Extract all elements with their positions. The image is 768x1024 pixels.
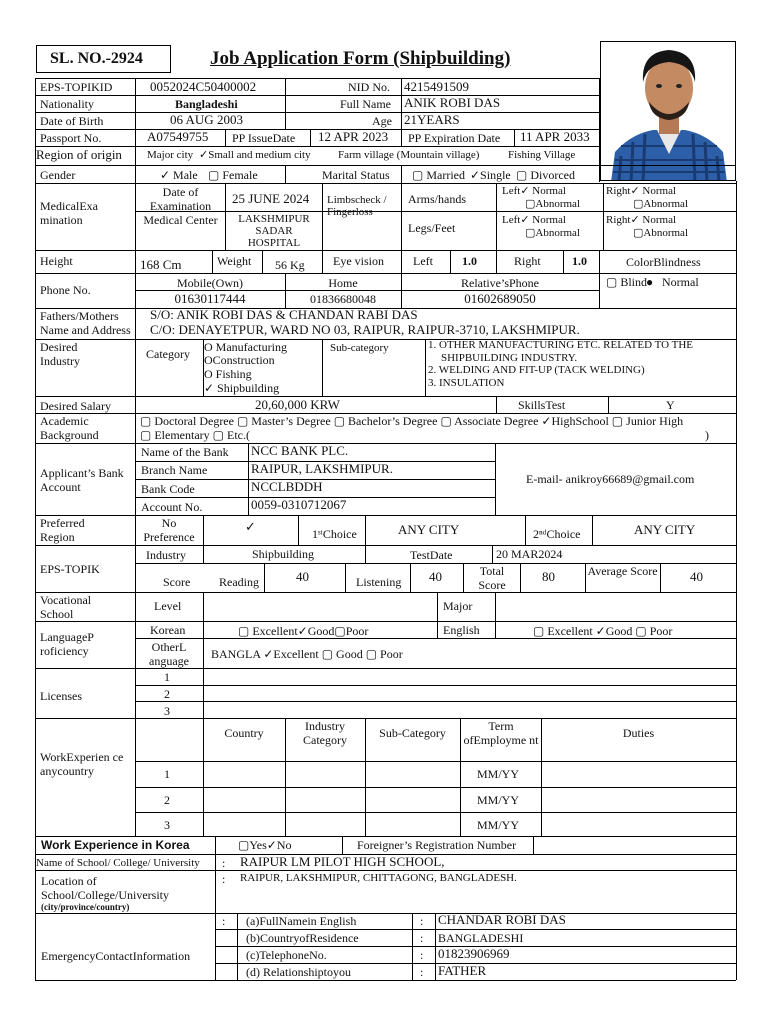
emergency-colon-2: : (420, 914, 424, 928)
academic-line-1[interactable]: ▢ Doctoral Degree ▢ Master’s Degree ▢ Bachelor’s Degree ▢ Associate Degree ✓HighSchool ▢ Junior High (140, 414, 684, 428)
arms-right-normal[interactable]: Right✓ Normal (606, 185, 677, 197)
phone-label: Phone No. (40, 283, 91, 297)
marital-single[interactable]: ✓Single (470, 168, 511, 182)
vocational-level-label: Level (154, 599, 182, 613)
relative-phone-value: 01602689050 (464, 291, 536, 306)
vocational-label: Vocational School (40, 593, 92, 621)
korea-experience-label: Work Experience in Korea (41, 838, 190, 852)
applicant-photo-image (601, 42, 736, 181)
color-normal-option[interactable]: Normal (662, 275, 699, 289)
legs-right-abnormal[interactable]: ▢Abnormal (633, 227, 688, 239)
license-row-3: 3 (164, 704, 170, 718)
marital-label: Marital Status (322, 168, 390, 182)
account-label: Account No. (141, 500, 203, 514)
average-score-value: 40 (690, 569, 703, 584)
marital-married[interactable]: ▢ Married (412, 168, 465, 182)
subcategory-item-2: 2. WELDING AND FIT-UP (TACK WELDING) (428, 364, 645, 376)
listening-label: Listening (356, 575, 402, 589)
skills-test-label: SkillsTest (518, 398, 566, 412)
work-experience-label: WorkExperien ce anycountry (40, 750, 124, 778)
emergency-colon-1: : (222, 914, 226, 928)
arms-label: Arms/hands (408, 192, 466, 206)
emergency-colon-4: : (420, 948, 424, 962)
pp-exp-value: 11 APR 2033 (520, 129, 590, 144)
gender-female[interactable]: ▢ Female (208, 168, 258, 182)
height-label: Height (40, 254, 73, 268)
color-blindness-label: ColorBlindness (626, 255, 701, 269)
eye-right-label: Right (514, 254, 541, 268)
nid-value: 4215491509 (404, 79, 469, 94)
academic-line-2-end: ) (705, 428, 709, 442)
form-title: Job Application Form (Shipbuilding) (210, 48, 511, 69)
passport-value: A07549755 (147, 129, 209, 144)
english-level[interactable]: ▢ Excellent ✓Good ▢ Poor (533, 624, 673, 638)
nationality-value: Bangladeshi (175, 97, 238, 111)
category-option-construction[interactable]: OConstruction (204, 353, 275, 367)
category-option-shipbuilding[interactable]: ✓ Shipbuilding (204, 381, 280, 395)
no-preference-check[interactable]: ✓ (245, 519, 256, 534)
academic-line-2[interactable]: ▢ Elementary ▢ Etc.( (140, 428, 250, 442)
arms-left-abnormal[interactable]: ▢Abnormal (525, 198, 580, 210)
emergency-label: EmergencyContactInformation (41, 949, 191, 963)
medical-date-label: Date of Examination (149, 185, 212, 213)
gender-label: Gender (40, 168, 76, 182)
pp-issue-label: PP IssueDate (232, 131, 296, 145)
average-score-label: Average Score (587, 564, 658, 578)
eps-topik-id-label: EPS-TOPIKID (40, 80, 113, 94)
school-location-label: Location of School/College/University (41, 874, 169, 902)
test-date-value: 20 MAR2024 (496, 547, 563, 561)
dob-value: 06 AUG 2003 (170, 112, 243, 127)
legs-left-abnormal[interactable]: ▢Abnormal (525, 227, 580, 239)
home-phone-label: Home (328, 276, 358, 290)
eps-industry-label: Industry (146, 548, 186, 562)
emergency-colon-5: : (420, 965, 424, 979)
subcategory-item-3: 3. INSULATION (428, 377, 505, 389)
age-value: 21YEARS (404, 112, 460, 127)
industry-label: Desired Industry (40, 340, 80, 368)
bank-name-value: NCC BANK PLC. (251, 443, 349, 458)
work-row-1: 1 (164, 767, 170, 781)
applicant-photo (600, 41, 736, 181)
subcategory-item-1: 1. OTHER MANUFACTURING ETC. RELATED TO THE (428, 339, 694, 351)
vocational-major-label: Major (443, 599, 473, 613)
account-value: 0059-0310712067 (251, 497, 347, 512)
english-label: English (443, 623, 480, 637)
test-date-label: TestDate (410, 548, 453, 562)
korean-level[interactable]: ▢ Excellent✓Good▢Poor (238, 624, 369, 638)
emergency-phone-label: (c)TelephoneNo. (246, 948, 327, 962)
emergency-relation-label: (d) Relationshiptoyou (246, 965, 351, 979)
bank-label: Applicant’s Bank Account (40, 466, 124, 494)
work-duties-header: Duties (622, 726, 655, 740)
pp-exp-label: PP Expiration Date (408, 131, 501, 145)
pp-issue-value: 12 APR 2023 (318, 129, 389, 144)
academic-label: Academic Background (40, 414, 99, 442)
bank-name-label: Name of the Bank (141, 445, 229, 459)
legs-right-normal[interactable]: Right✓ Normal (606, 214, 677, 226)
school-name-value: RAIPUR LM PILOT HIGH SCHOOL, (240, 854, 445, 869)
licenses-label: Licenses (40, 689, 82, 703)
medical-center: LAKSHMIPUR SADAR HOSPITAL (238, 213, 310, 249)
passport-label: Passport No. (40, 131, 102, 145)
work-term-3: MM/YY (477, 818, 520, 832)
other-language-level[interactable]: BANGLA ✓Excellent ▢ Good ▢ Poor (211, 647, 403, 661)
branch-label: Branch Name (141, 463, 208, 477)
salary-label: Desired Salary (40, 399, 111, 413)
listening-value: 40 (429, 569, 442, 584)
weight-value: 56 Kg (275, 258, 305, 272)
work-row-3: 3 (164, 818, 170, 832)
email-value: E-mail- anikroy66689@gmail.com (526, 472, 695, 486)
other-language-label: OtherL anguage (149, 640, 189, 668)
eye-left-value: 1.0 (462, 254, 477, 268)
work-country-header: Country (224, 726, 264, 740)
korean-label: Korean (150, 623, 186, 637)
registration-number-label: Foreigner’s Registration Number (357, 838, 517, 852)
emergency-name-value: CHANDAR ROBI DAS (438, 912, 566, 927)
license-row-2: 2 (164, 687, 170, 701)
eps-industry-value: Shipbuilding (252, 547, 315, 561)
emergency-country-label: (b)CountryofResidence (246, 931, 359, 945)
emergency-relation-value: FATHER (438, 963, 487, 978)
school-location-sublabel: (city/province/country) (41, 902, 130, 912)
legs-label: Legs/Feet (408, 221, 456, 235)
emergency-country-value: BANGLADESHI (438, 931, 524, 945)
nid-label: NID No. (348, 80, 390, 94)
emergency-name-label: (a)FullNamein English (246, 914, 357, 928)
category-option-manufacturing[interactable]: O Manufacturing (204, 340, 287, 354)
color-blind-option[interactable]: ▢ Blind (606, 275, 648, 289)
bank-code-label: Bank Code (141, 482, 195, 496)
full-name-label: Full Name (340, 97, 391, 111)
license-row-1: 1 (164, 670, 170, 684)
medical-date: 25 JUNE 2024 (232, 191, 310, 206)
work-term-header: Term ofEmployme nt (463, 719, 539, 747)
emergency-phone-value: 01823906969 (438, 946, 510, 961)
legs-left-normal[interactable]: Left✓ Normal (502, 214, 566, 226)
region-option-fishing[interactable]: Fishing Village (508, 149, 576, 161)
serial-number: SL. NO.-2924 (50, 50, 143, 67)
reading-label: Reading (219, 575, 259, 589)
filled-bullet-icon: ● (646, 275, 654, 289)
skills-test-value: Y (666, 398, 675, 412)
relative-phone-label: Relative’sPhone (461, 276, 539, 290)
gender-male[interactable]: ✓ Male (160, 168, 198, 182)
school-name-colon: : (222, 856, 226, 870)
category-label: Category (146, 347, 190, 361)
arms-left-normal[interactable]: Left✓ Normal (502, 185, 566, 197)
school-location-value: RAIPUR, LAKSHMIPUR, CHITTAGONG, BANGLADESH. (240, 872, 517, 884)
mobile-label: Mobile(Own) (177, 276, 243, 290)
work-term-1: MM/YY (477, 767, 520, 781)
medical-label: MedicalExa mination (40, 199, 98, 227)
weight-label: Weight (217, 254, 252, 268)
limbs-label: Limbscheck / Fingerloss (327, 194, 387, 218)
school-name-label: Name of School/ College/ University (36, 857, 200, 869)
bank-code-value: NCCLBDDH (251, 479, 323, 494)
mobile-value: 01630117444 (174, 291, 246, 306)
eye-vision-label: Eye vision (333, 254, 384, 268)
second-choice-label: 2ⁿᵈChoice (533, 527, 581, 541)
arms-right-abnormal[interactable]: ▢Abnormal (633, 198, 688, 210)
reading-value: 40 (296, 569, 309, 584)
score-label: Score (163, 575, 191, 589)
salary-value: 20,60,000 KRW (255, 397, 340, 412)
nationality-label: Nationality (40, 97, 94, 111)
first-choice-label: 1ˢᵗChoice (312, 527, 357, 541)
work-row-2: 2 (164, 793, 170, 807)
total-score-value: 80 (542, 569, 555, 584)
eps-topik-id: 0052024C50400002 (150, 79, 257, 94)
region-option-major[interactable]: Major city (147, 149, 194, 161)
region-label: Region of origin (36, 147, 122, 162)
preferred-region-label: Preferred Region (40, 516, 85, 544)
medical-center-label: Medical Center (143, 213, 218, 227)
marital-divorced[interactable]: ▢ Divorced (516, 168, 575, 182)
parents-line-1: S/O: ANIK ROBI DAS & CHANDAN RABI DAS (150, 307, 418, 322)
emergency-colon-3: : (420, 931, 424, 945)
first-choice-value: ANY CITY (398, 522, 460, 537)
work-subcategory-header: Sub-Category (379, 726, 446, 740)
no-preference-label: No Preference (143, 516, 195, 544)
korea-yes-no[interactable]: ▢Yes✓No (238, 838, 292, 852)
school-location-colon: : (222, 872, 226, 886)
total-score-label: Total Score (478, 564, 506, 592)
language-label: LanguageP roficiency (40, 630, 94, 658)
full-name-value: ANIK ROBI DAS (404, 95, 501, 110)
height-value: 168 Cm (140, 257, 182, 272)
subcategory-label: Sub-category (330, 342, 389, 354)
work-term-2: MM/YY (477, 793, 520, 807)
region-option-farm[interactable]: Farm village (Mountain village) (338, 149, 480, 161)
eps-label: EPS-TOPIK (40, 562, 100, 576)
age-label: Age (372, 114, 392, 128)
parents-label: Fathers/Mothers Name and Address (40, 309, 131, 337)
subcategory-item-1b: SHIPBUILDING INDUSTRY. (441, 352, 578, 364)
work-industry-header: Industry Category (303, 719, 347, 747)
branch-value: RAIPUR, LAKSHMIPUR. (251, 461, 393, 476)
dob-label: Date of Birth (40, 114, 104, 128)
second-choice-value: ANY CITY (634, 522, 696, 537)
eye-right-value: 1.0 (572, 254, 587, 268)
category-option-fishing[interactable]: O Fishing (204, 367, 252, 381)
region-option-small[interactable]: ✓Small and medium city (199, 149, 311, 161)
parents-line-2: C/O: DENAYETPUR, WARD NO 03, RAIPUR, RAIPUR-3710, LAKSHMIPUR. (150, 322, 580, 337)
home-phone-value: 01836680048 (310, 292, 376, 306)
eye-left-label: Left (413, 254, 433, 268)
